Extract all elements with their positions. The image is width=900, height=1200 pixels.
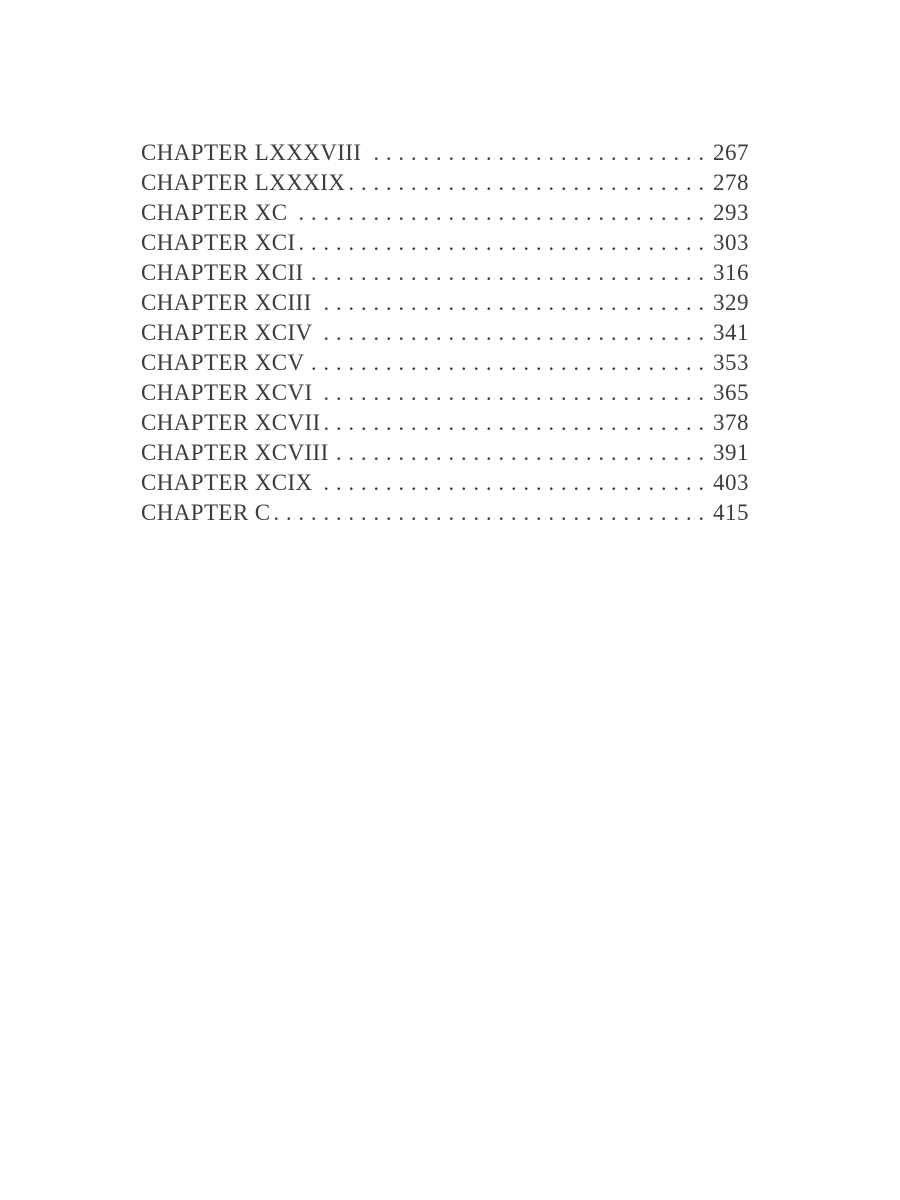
toc-entry xyxy=(141,318,749,348)
page-number: 403 xyxy=(713,470,749,495)
dot-leader xyxy=(309,348,711,378)
dot-leader xyxy=(333,438,711,468)
dot-leader xyxy=(300,228,711,258)
page-number: 293 xyxy=(713,200,749,225)
chapter-label: CHAPTER LXXXIX xyxy=(141,170,346,195)
dot-leader xyxy=(317,318,711,348)
toc-entry xyxy=(141,258,749,288)
toc-entry xyxy=(141,438,749,468)
dot-leader xyxy=(365,138,711,168)
toc-entry xyxy=(141,378,749,408)
page-number: 329 xyxy=(713,290,749,315)
dot-leader xyxy=(292,198,712,228)
toc-entry xyxy=(141,348,749,378)
dot-leader xyxy=(317,468,711,498)
page-number: 415 xyxy=(713,500,749,525)
table-of-contents xyxy=(141,138,749,528)
dot-leader xyxy=(317,378,711,408)
page-number: 278 xyxy=(713,170,749,195)
dot-leader xyxy=(349,168,711,198)
toc-entry xyxy=(141,228,749,258)
toc-entry xyxy=(141,168,749,198)
dot-leader xyxy=(325,408,711,438)
page-number: 303 xyxy=(713,230,749,255)
chapter-label: CHAPTER XCIX xyxy=(141,470,313,495)
chapter-label: CHAPTER LXXXVIII xyxy=(141,140,362,165)
toc-entry xyxy=(141,138,749,168)
toc-entry xyxy=(141,498,749,528)
toc-entry xyxy=(141,198,749,228)
page-number: 341 xyxy=(713,320,749,345)
chapter-label: CHAPTER XC xyxy=(141,200,288,225)
chapter-label: CHAPTER XCIV xyxy=(141,320,313,345)
chapter-label: CHAPTER XCV xyxy=(141,350,305,375)
dot-leader xyxy=(308,258,711,288)
page-number: 267 xyxy=(713,140,749,165)
toc-entry xyxy=(141,288,749,318)
chapter-label: CHAPTER XCVIII xyxy=(141,440,329,465)
chapter-label: CHAPTER XCVII xyxy=(141,410,321,435)
toc-entry xyxy=(141,408,749,438)
page-number: 391 xyxy=(713,440,749,465)
page-number: 316 xyxy=(713,260,749,285)
toc-entry xyxy=(141,468,749,498)
chapter-label: CHAPTER C xyxy=(141,500,271,525)
chapter-label: CHAPTER XCVI xyxy=(141,380,313,405)
dot-leader xyxy=(274,498,711,528)
page-number: 378 xyxy=(713,410,749,435)
page-number: 365 xyxy=(713,380,749,405)
page-number: 353 xyxy=(713,350,749,375)
chapter-label: CHAPTER XCIII xyxy=(141,290,312,315)
chapter-label: CHAPTER XCI xyxy=(141,230,296,255)
dot-leader xyxy=(316,288,711,318)
chapter-label: CHAPTER XCII xyxy=(141,260,304,285)
